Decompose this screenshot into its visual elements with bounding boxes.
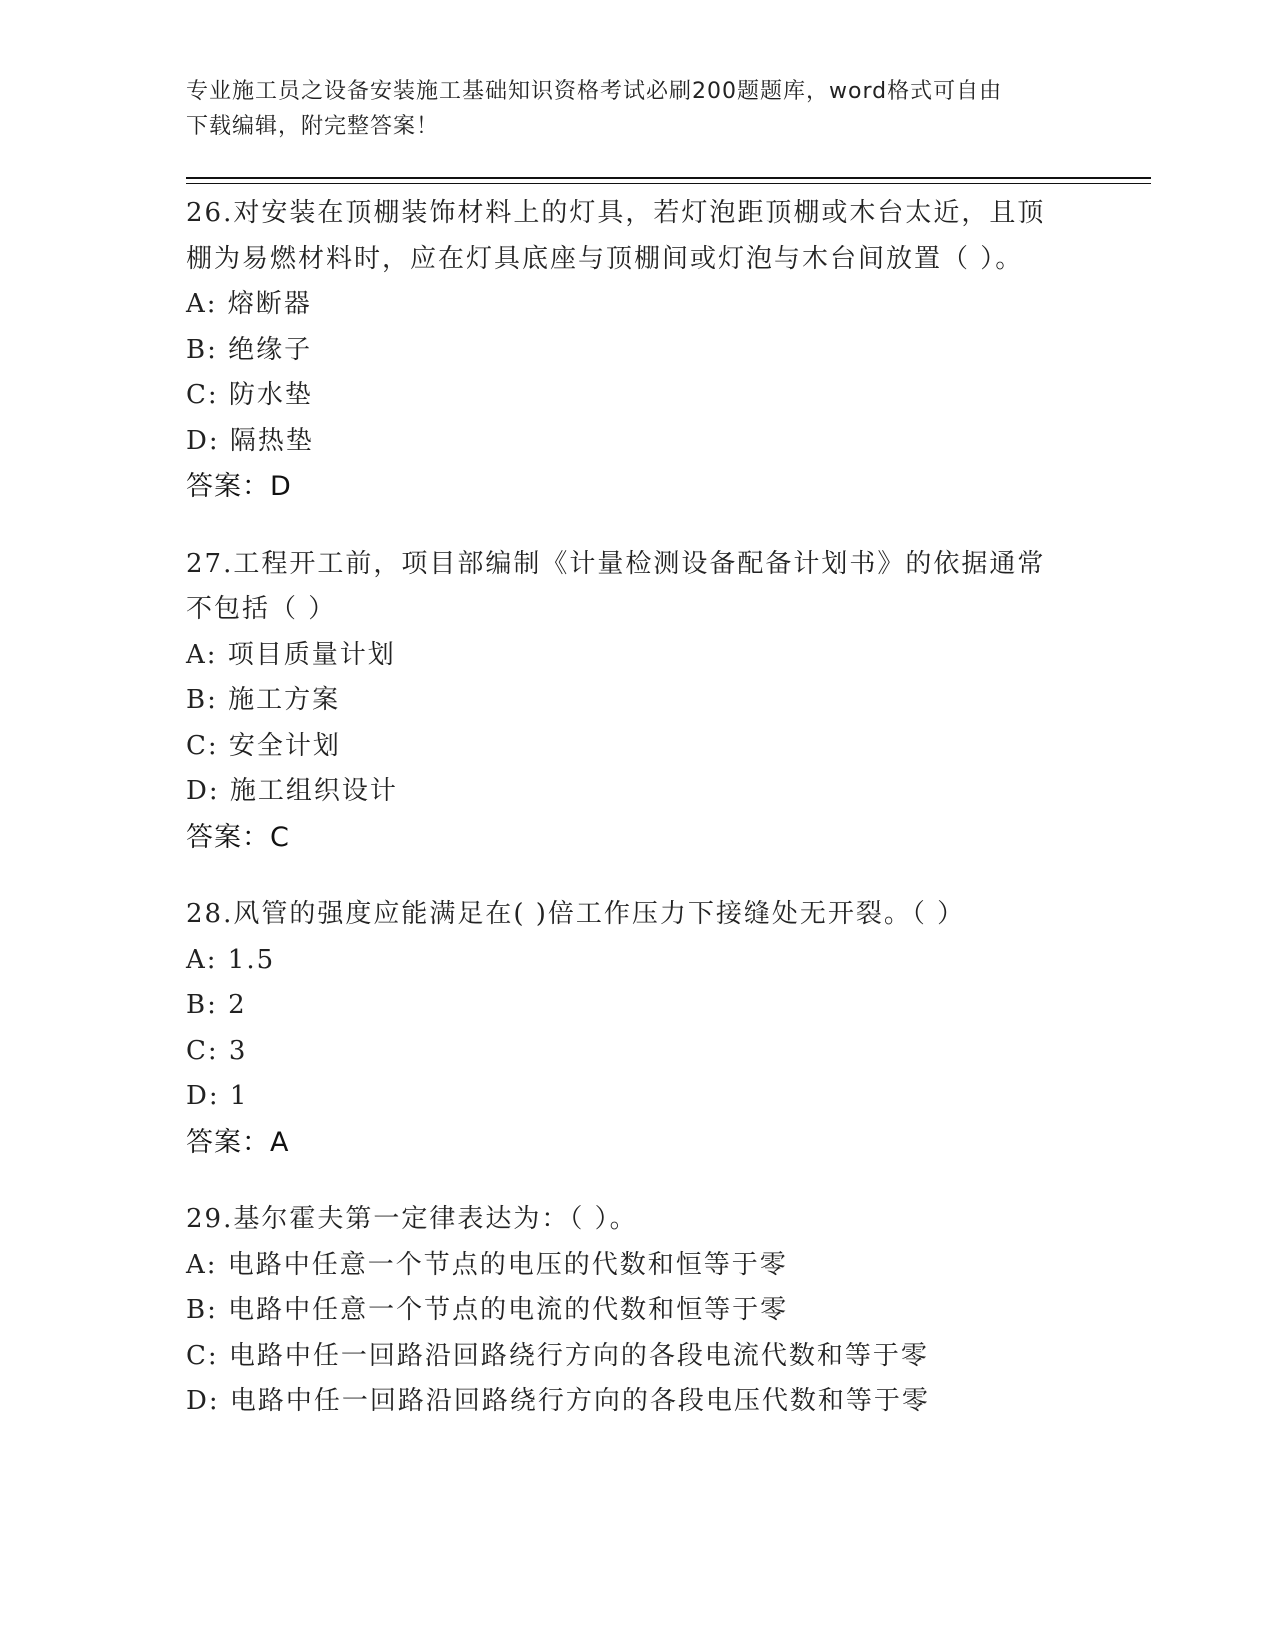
option-c: C: 防水垫 [186,380,313,410]
option-b: B: 绝缘子 [186,334,313,365]
question-26 [186,191,1086,510]
answer-line: 答案：D [186,471,292,502]
option-a: A: 电路中任意一个节点的电压的代数和恒等于零 [186,1249,788,1280]
option-a: A: 1.5 [186,944,276,975]
header-divider-thick [186,177,1151,179]
question-stem-line: 不包括（ ） [186,594,337,624]
option-a: A: 项目质量计划 [186,639,396,670]
option-b: B: 施工方案 [186,685,341,715]
option-d: D: 电路中任一回路沿回路绕行方向的各段电压代数和等于零 [186,1386,930,1416]
answer-line: 答案：C [186,821,290,853]
question-stem-line: 29.基尔霍夫第一定律表达为：（ ）。 [186,1204,638,1234]
question-27 [186,542,1086,861]
header-divider-thin [186,183,1151,184]
option-c: C: 安全计划 [186,730,341,761]
option-c: C: 电路中任一回路沿回路绕行方向的各段电流代数和等于零 [186,1340,929,1371]
question-stem-line: 26.对安装在顶棚装饰材料上的灯具，若灯泡距顶棚或木台太近，且顶 [186,198,1046,228]
option-b: B: 电路中任意一个节点的电流的代数和恒等于零 [186,1295,789,1325]
header-line-1: 专业施工员之设备安装施工基础知识资格考试必刷200题题库，word格式可自由 [186,79,1003,104]
option-d: D: 1 [186,1081,249,1111]
question-stem-line: 棚为易燃材料时，应在灯具底座与顶棚间或灯泡与木台间放置（ ）。 [186,243,1024,274]
question-stem-line: 28.风管的强度应能满足在( )倍工作压力下接缝处无开裂。（ ） [186,899,966,929]
option-a: A: 熔断器 [186,289,312,319]
option-d: D: 施工组织设计 [186,776,398,806]
option-c: C: 3 [186,1035,248,1066]
answer-line: 答案：A [186,1126,290,1158]
header-line-2: 下载编辑，附完整答案！ [186,114,440,139]
question-list [186,191,1086,1457]
option-b: B: 2 [186,990,247,1020]
question-stem-line: 27.工程开工前，项目部编制《计量检测设备配备计划书》的依据通常 [186,548,1046,579]
document-header [186,74,1086,144]
question-29 [186,1197,1086,1425]
option-d: D: 隔热垫 [186,425,314,456]
question-28 [186,892,1086,1165]
